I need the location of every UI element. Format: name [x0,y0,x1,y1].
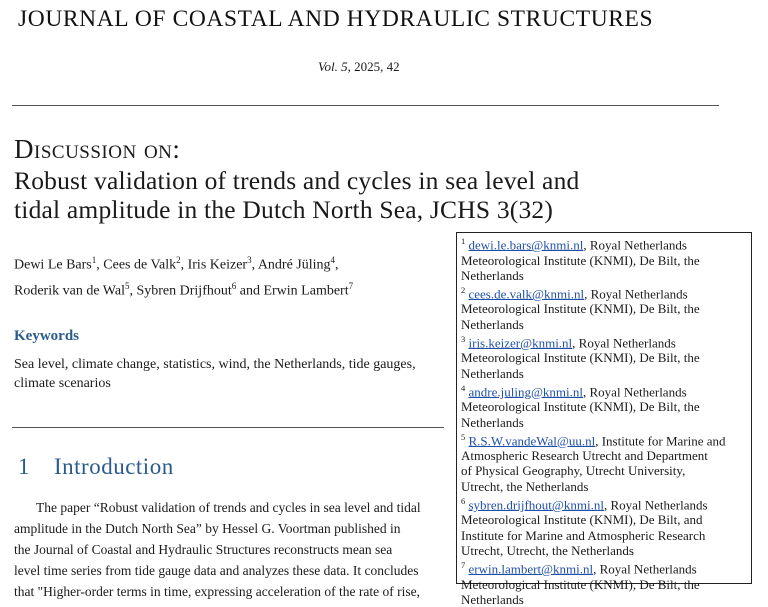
year-article-label: , 2025, 42 [347,59,400,74]
affiliation-text: Meteorological Institute (KNMI), De Bilt, the [461,399,700,415]
section-divider [12,427,444,428]
author-sep: , [96,257,104,273]
affiliation-number: 1 [461,236,466,246]
affiliation-text: Institute for Marine and Atmospheric Research [461,527,706,543]
affiliation-number: 7 [461,560,466,571]
affiliations-box [456,232,752,607]
section-number: 1 [18,454,30,479]
email-link[interactable]: andre.juling@knmi.nl [468,384,584,400]
affiliation-text: Netherlands [461,365,524,381]
keywords-heading: Keywords [14,328,79,344]
author-name: Iris Keizer [187,257,248,273]
header-divider [12,105,719,106]
author-name: Roderik van de Wal [14,283,125,299]
affiliation-text: Meteorological Institute (KNMI), De Bilt, the [461,576,700,592]
affiliation-text: Meteorological Institute (KNMI), De Bilt, the [461,301,700,317]
author-name: Cees de Valk [103,257,177,273]
affiliation-text: Netherlands [461,316,524,332]
body-line: amplitude in the Dutch North Sea” by Hessel G. Voortman published in [14,521,401,536]
email-link[interactable]: erwin.lambert@knmi.nl [468,561,594,577]
affiliation-text: Meteorological Institute (KNMI), De Bilt, the [461,350,700,366]
author-sep: , [335,257,339,273]
affiliation-text: of Physical Geography, Utrecht University, [461,463,686,479]
author-sup: 6 [231,280,237,291]
body-line: level time series from tide gauge data and analyzes these data. It concludes [14,563,419,578]
title-line: Robust validation of trends and cycles in sea level and [14,166,580,195]
author-list [14,250,454,301]
author-sep: , [180,257,188,273]
affiliation-2 [461,283,747,332]
author-line [14,276,454,302]
author-sup: 2 [176,255,181,265]
author-sup: 1 [91,255,97,265]
affiliation-5 [461,430,747,494]
volume-label: Vol. 5 [318,59,348,74]
affiliation-text: , Royal Netherlands [572,335,676,351]
title-line: tidal amplitude in the Dutch North Sea, JCHS 3(32) [14,195,554,224]
email-link[interactable]: dewi.le.bars@knmi.nl [468,237,584,253]
affiliation-text: Meteorological Institute (KNMI), De Bilt, the [461,252,700,268]
keywords-line: Sea level, climate change, statistics, wind, the Netherlands, tide gauges, [14,357,416,372]
author-sep: , [251,257,258,273]
author-name: Sybren Drijfhout [136,283,232,299]
affiliation-text: Utrecht, Utrecht, the Netherlands [461,542,634,558]
body-line: The paper “Robust validation of trends and cycles in sea level and tidal [36,500,421,515]
keywords-line: climate scenarios [14,376,111,391]
journal-title: JOURNAL OF COASTAL AND HYDRAULIC STRUCTURES [18,6,654,32]
author-sep: and [236,283,264,299]
email-link[interactable]: R.S.W.vandeWal@uu.nl [468,433,596,449]
body-paragraph [14,497,446,602]
section-heading [18,454,174,480]
author-name: Erwin Lambert [263,283,349,299]
discussion-label: Discussion on: [14,134,181,164]
author-line [14,250,454,276]
issue-line [318,59,400,75]
email-link[interactable]: iris.keizer@knmi.nl [468,335,573,351]
author-sup: 5 [124,280,130,291]
affiliation-number: 2 [461,284,466,295]
affiliation-text: , Institute for Marine and [595,433,726,449]
body-line: that "Higher-order terms in time, expressing acceleration of the rate of rise, [14,584,420,599]
affiliation-text: Utrecht, the Netherlands [461,478,589,494]
affiliation-text: Netherlands [461,267,524,283]
author-sep: , [129,283,137,299]
affiliation-text: , Royal Netherlands [583,384,687,400]
keywords-text [14,355,454,393]
author-name: André Jüling [257,257,331,273]
author-sup: 4 [330,255,336,265]
affiliation-text: Netherlands [461,591,524,607]
affiliation-number: 4 [461,382,466,393]
body-line: the Journal of Coastal and Hydraulic Structures reconstructs mean sea [14,542,393,557]
email-link[interactable]: sybren.drijfhout@knmi.nl [468,497,604,513]
affiliation-number: 3 [461,333,466,344]
affiliation-text: , Royal Netherlands [584,286,688,302]
affiliation-number: 5 [461,431,466,442]
affiliation-1 [461,234,747,283]
affiliation-3 [461,332,747,381]
affiliation-text: , Royal Netherlands [593,561,697,577]
section-title: Introduction [54,454,174,479]
author-sup: 7 [348,280,354,291]
affiliation-text: , Royal Netherlands [583,237,687,253]
affiliation-text: , Royal Netherlands [603,497,708,513]
author-sup: 3 [247,255,252,265]
affiliation-7 [461,558,747,607]
affiliation-text: Meteorological Institute (KNMI), De Bilt, and [461,512,703,528]
affiliation-number: 6 [461,495,466,506]
author-name: Dewi Le Bars [14,257,92,273]
affiliation-4 [461,381,747,430]
affiliation-6 [461,494,747,558]
affiliation-text: Netherlands [461,414,524,430]
affiliation-text: Atmospheric Research Utrecht and Department [461,448,708,464]
email-link[interactable]: cees.de.valk@knmi.nl [468,286,585,302]
paper-title [14,166,714,224]
